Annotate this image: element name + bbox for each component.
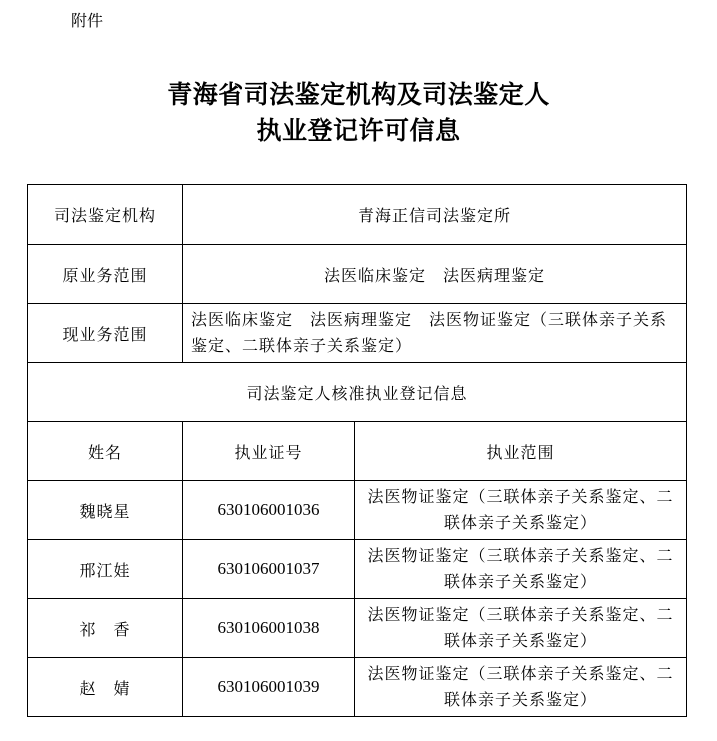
attachment-label: 附件 — [71, 11, 104, 30]
current-scope-label: 现业务范围 — [28, 304, 183, 363]
table-row — [28, 599, 687, 658]
table-row — [28, 540, 687, 599]
table-header-row — [28, 422, 687, 481]
appraiser-scope: 法医物证鉴定（三联体亲子关系鉴定、二联体亲子关系鉴定） — [355, 481, 687, 540]
appraiser-name: 赵 婧 — [28, 658, 183, 717]
current-scope-row — [28, 304, 687, 363]
table-row — [28, 658, 687, 717]
original-scope-row — [28, 245, 687, 304]
current-scope-value: 法医临床鉴定 法医病理鉴定 法医物证鉴定（三联体亲子关系鉴定、二联体亲子关系鉴定） — [183, 304, 687, 363]
appraiser-license-no: 630106001036 — [183, 481, 355, 540]
institution-row — [28, 185, 687, 245]
table-row — [28, 481, 687, 540]
appraiser-license-no: 630106001037 — [183, 540, 355, 599]
appraiser-license-no: 630106001038 — [183, 599, 355, 658]
header-name: 姓名 — [28, 422, 183, 481]
section-heading: 司法鉴定人核准执业登记信息 — [28, 363, 687, 422]
appraiser-scope: 法医物证鉴定（三联体亲子关系鉴定、二联体亲子关系鉴定） — [355, 599, 687, 658]
registration-info-table — [27, 184, 687, 717]
original-scope-label: 原业务范围 — [28, 245, 183, 304]
original-scope-value: 法医临床鉴定 法医病理鉴定 — [183, 245, 687, 304]
appraiser-license-no: 630106001039 — [183, 658, 355, 717]
appraiser-name: 祁 香 — [28, 599, 183, 658]
institution-label: 司法鉴定机构 — [28, 185, 183, 245]
appraiser-name: 邢江娃 — [28, 540, 183, 599]
header-license-no: 执业证号 — [183, 422, 355, 481]
header-scope: 执业范围 — [355, 422, 687, 481]
appraiser-name: 魏晓星 — [28, 481, 183, 540]
institution-value: 青海正信司法鉴定所 — [183, 185, 687, 245]
document-title-line-2: 执业登记许可信息 — [256, 116, 461, 145]
document-title-line-1: 青海省司法鉴定机构及司法鉴定人 — [167, 80, 550, 109]
appraiser-scope: 法医物证鉴定（三联体亲子关系鉴定、二联体亲子关系鉴定） — [355, 658, 687, 717]
appraiser-scope: 法医物证鉴定（三联体亲子关系鉴定、二联体亲子关系鉴定） — [355, 540, 687, 599]
section-heading-row — [28, 363, 687, 422]
